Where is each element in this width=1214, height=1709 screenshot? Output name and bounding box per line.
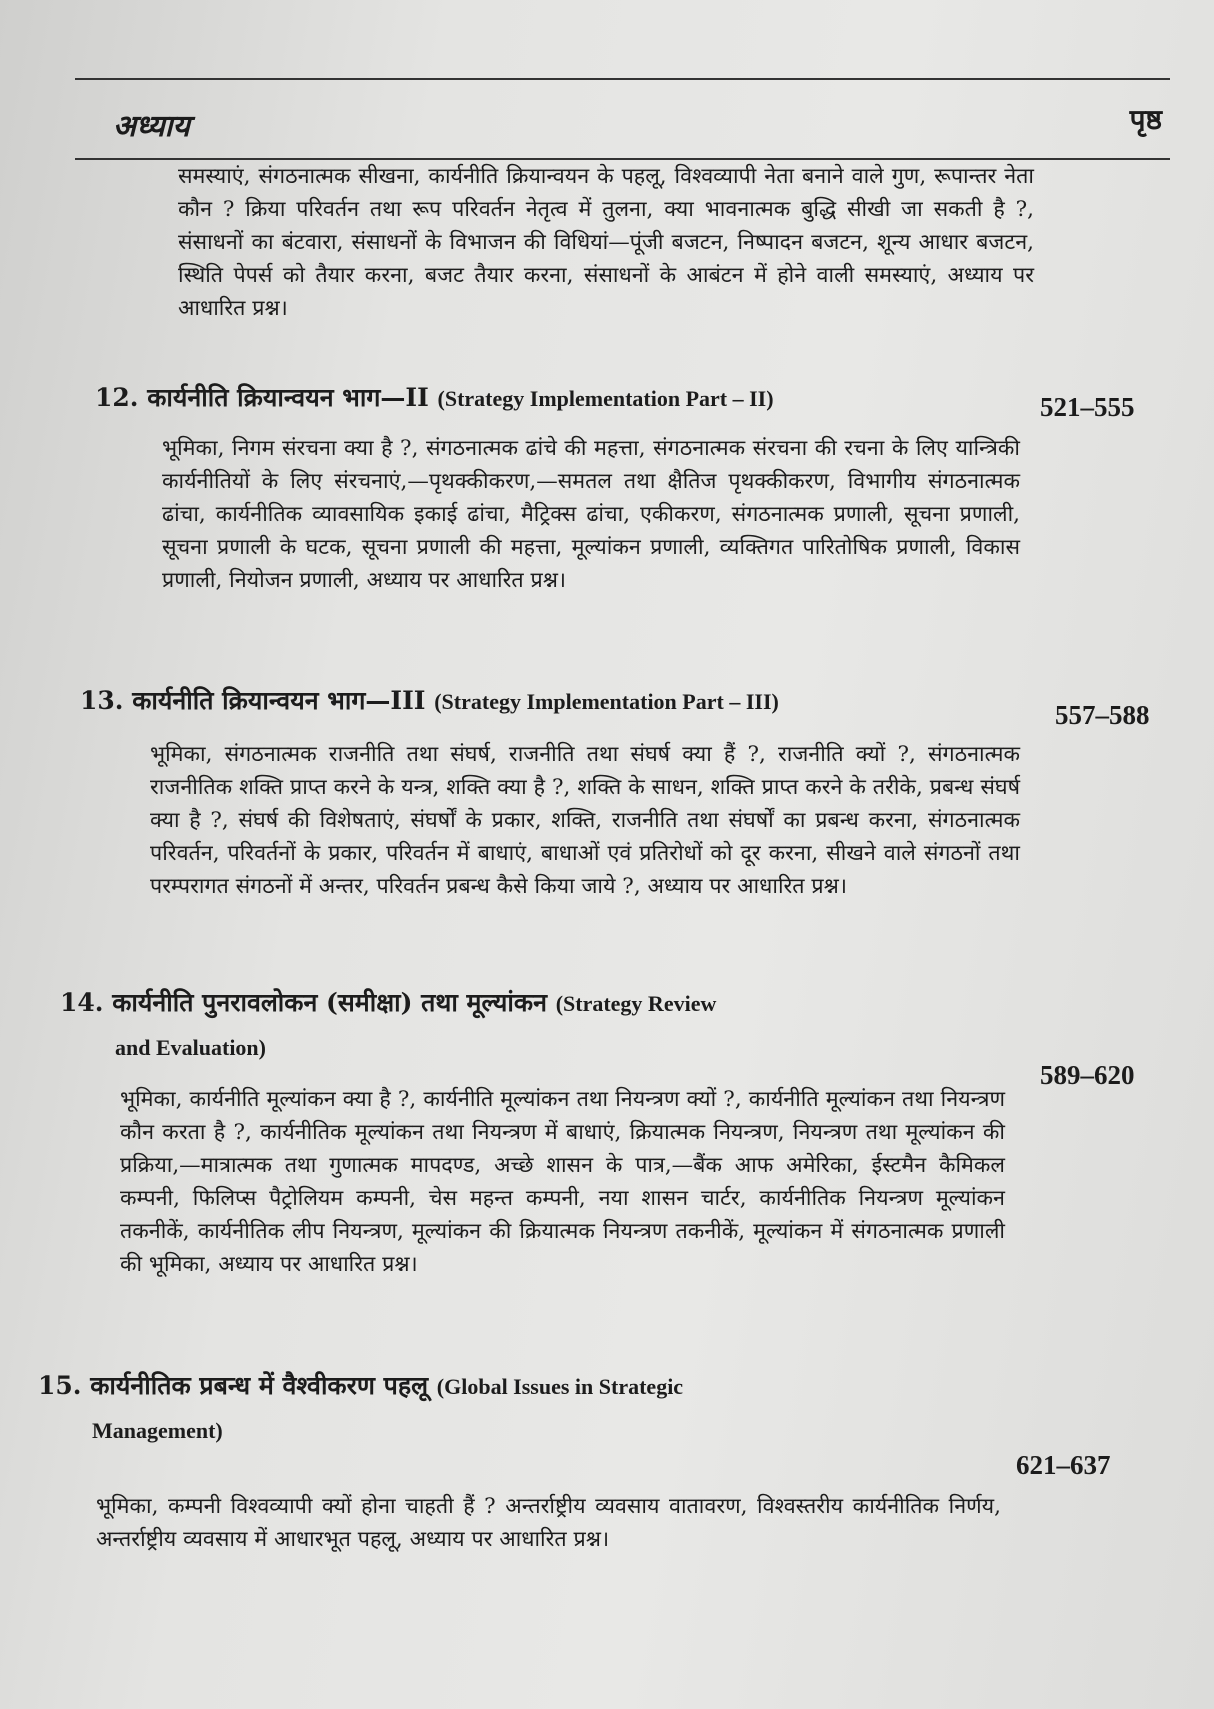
page-header <box>75 78 1170 160</box>
header-page-label: पृष्ठ <box>1129 103 1162 136</box>
chapter-title-hindi: कार्यनीति पुनरावलोकन (समीक्षा) तथा मूल्यांकन <box>112 988 547 1017</box>
chapter-title-hindi: कार्यनीतिक प्रबन्ध में वैश्वीकरण पहलू <box>90 1371 429 1400</box>
chapter-number: 13. <box>80 686 124 715</box>
chapter-title-english: (Global Issues in Strategic <box>436 1374 684 1399</box>
continuation-paragraph: समस्याएं, संगठनात्मक सीखना, कार्यनीति क्रियान्वयन के पहलू, विश्वव्यापी नेता बनाने वाले गुण, रूपान्तर नेता कौन ? क्रिया परिवर्तन तथा रूप परिवर्तन नेतृत्व में तुलना, क्या भावनात्मक बुद्धि सीखी जा सकती है ?, संसाधनों का बंटवारा, संसाधनों के विभाजन की विधियां—पूंजी बजटन, निष्पादन बजटन, शून्य आधार बजटन, स्थिति पेपर्स को तैयार करना, बजट तैयार करना, संसाधनों के आबंटन में होने वाली समस्याएं, अध्याय पर आधारित प्रश्न। <box>178 164 1034 321</box>
chapter-15-pages: 621–637 <box>1016 1450 1111 1480</box>
chapter-title-hindi: कार्यनीति क्रियान्वयन भाग—III <box>132 686 426 715</box>
chapter-number: 15. <box>38 1371 82 1400</box>
chapter-number: 14. <box>60 988 104 1017</box>
chapter-number: 12. <box>95 383 139 412</box>
chapter-15-title <box>38 1368 683 1402</box>
chapter-14-title <box>60 985 716 1019</box>
header-chapter-label: अध्याय <box>113 109 190 144</box>
chapter-15-summary: भूमिका, कम्पनी विश्वव्यापी क्यों होना चाहती हैं ? अन्तर्राष्ट्रीय व्यवसाय वातावरण, विश्वस्तरीय कार्यनीतिक निर्णय, अन्तर्राष्ट्रीय व्यवसाय में आधारभूत पहलू, अध्याय पर आधारित प्रश्न। <box>96 1494 1001 1552</box>
chapter-15-title-continued: Management) <box>92 1418 223 1443</box>
chapter-12-pages: 521–555 <box>1040 392 1135 422</box>
chapter-title-english: (Strategy Implementation Part – II) <box>437 386 774 411</box>
chapter-title-english: (Strategy Review <box>555 991 717 1016</box>
chapter-13-title <box>80 683 779 717</box>
chapter-title-english: (Strategy Implementation Part – III) <box>434 689 779 714</box>
chapter-14-summary: भूमिका, कार्यनीति मूल्यांकन क्या है ?, कार्यनीति मूल्यांकन तथा नियन्त्रण क्यों ?, कार्यनीति मूल्यांकन तथा नियन्त्रण कौन करता है ?, कार्यनीतिक मूल्यांकन तथा नियन्त्रण में बाधाएं, क्रियात्मक नियन्त्रण, नियन्त्रण तथा मूल्यांकन की प्रक्रिया,—मात्रात्मक तथा गुणात्मक मापदण्ड, अच्छे शासन के पात्र,—बैंक आफ अमेरिका, ईस्टमैन कैमिकल कम्पनी, फिलिप्स पैट्रोलियम कम्पनी, चेस महन्त कम्पनी, नया शासन चार्टर, कार्यनीतिक नियन्त्रण मूल्यांकन तकनीकें, कार्यनीतिक लीप नियन्त्रण, मूल्यांकन की क्रियात्मक नियन्त्रण तकनीकें, मूल्यांकन में संगठनात्मक प्रणाली की भूमिका, अध्याय पर आधारित प्रश्न। <box>120 1087 1005 1277</box>
chapter-14-pages: 589–620 <box>1040 1060 1135 1090</box>
chapter-title-hindi: कार्यनीति क्रियान्वयन भाग—II <box>147 383 429 412</box>
chapter-13-pages: 557–588 <box>1055 700 1150 730</box>
chapter-12-summary: भूमिका, निगम संरचना क्या है ?, संगठनात्मक ढांचे की महत्ता, संगठनात्मक संरचना की रचना के लिए यान्त्रिकी कार्यनीतियों के लिए संरचनाएं,—पृथक्कीकरण,—समतल तथा क्षैतिज पृथक्कीकरण, विभागीय संगठनात्मक ढांचा, कार्यनीतिक व्यावसायिक इकाई ढांचा, मैट्रिक्स ढांचा, एकीकरण, संगठनात्मक प्रणाली, सूचना प्रणाली, सूचना प्रणाली के घटक, सूचना प्रणाली की महत्ता, मूल्यांकन प्रणाली, व्यक्तिगत पारितोषिक प्रणाली, विकास प्रणाली, नियोजन प्रणाली, अध्याय पर आधारित प्रश्न। <box>162 436 1020 593</box>
chapter-14-title-continued: and Evaluation) <box>115 1035 266 1060</box>
chapter-13-summary: भूमिका, संगठनात्मक राजनीति तथा संघर्ष, राजनीति तथा संघर्ष क्या हैं ?, राजनीति क्यों ?, संगठनात्मक राजनीतिक शक्ति प्राप्त करने के यन्त्र, शक्ति क्या है ?, शक्ति के साधन, शक्ति प्राप्त करने के तरीके, प्रबन्ध संघर्ष क्या है ?, संघर्ष की विशेषताएं, संघर्षों के प्रकार, शक्ति, राजनीति तथा संघर्षों का प्रबन्ध करना, संगठनात्मक परिवर्तन, परिवर्तनों के प्रकार, परिवर्तन में बाधाएं, बाधाओं एवं प्रतिरोधों को दूर करना, सीखने वाले संगठनों तथा परम्परागत संगठनों में अन्तर, परिवर्तन प्रबन्ध कैसे किया जाये ?, अध्याय पर आधारित प्रश्न। <box>150 742 1020 899</box>
chapter-12-title <box>95 380 774 414</box>
